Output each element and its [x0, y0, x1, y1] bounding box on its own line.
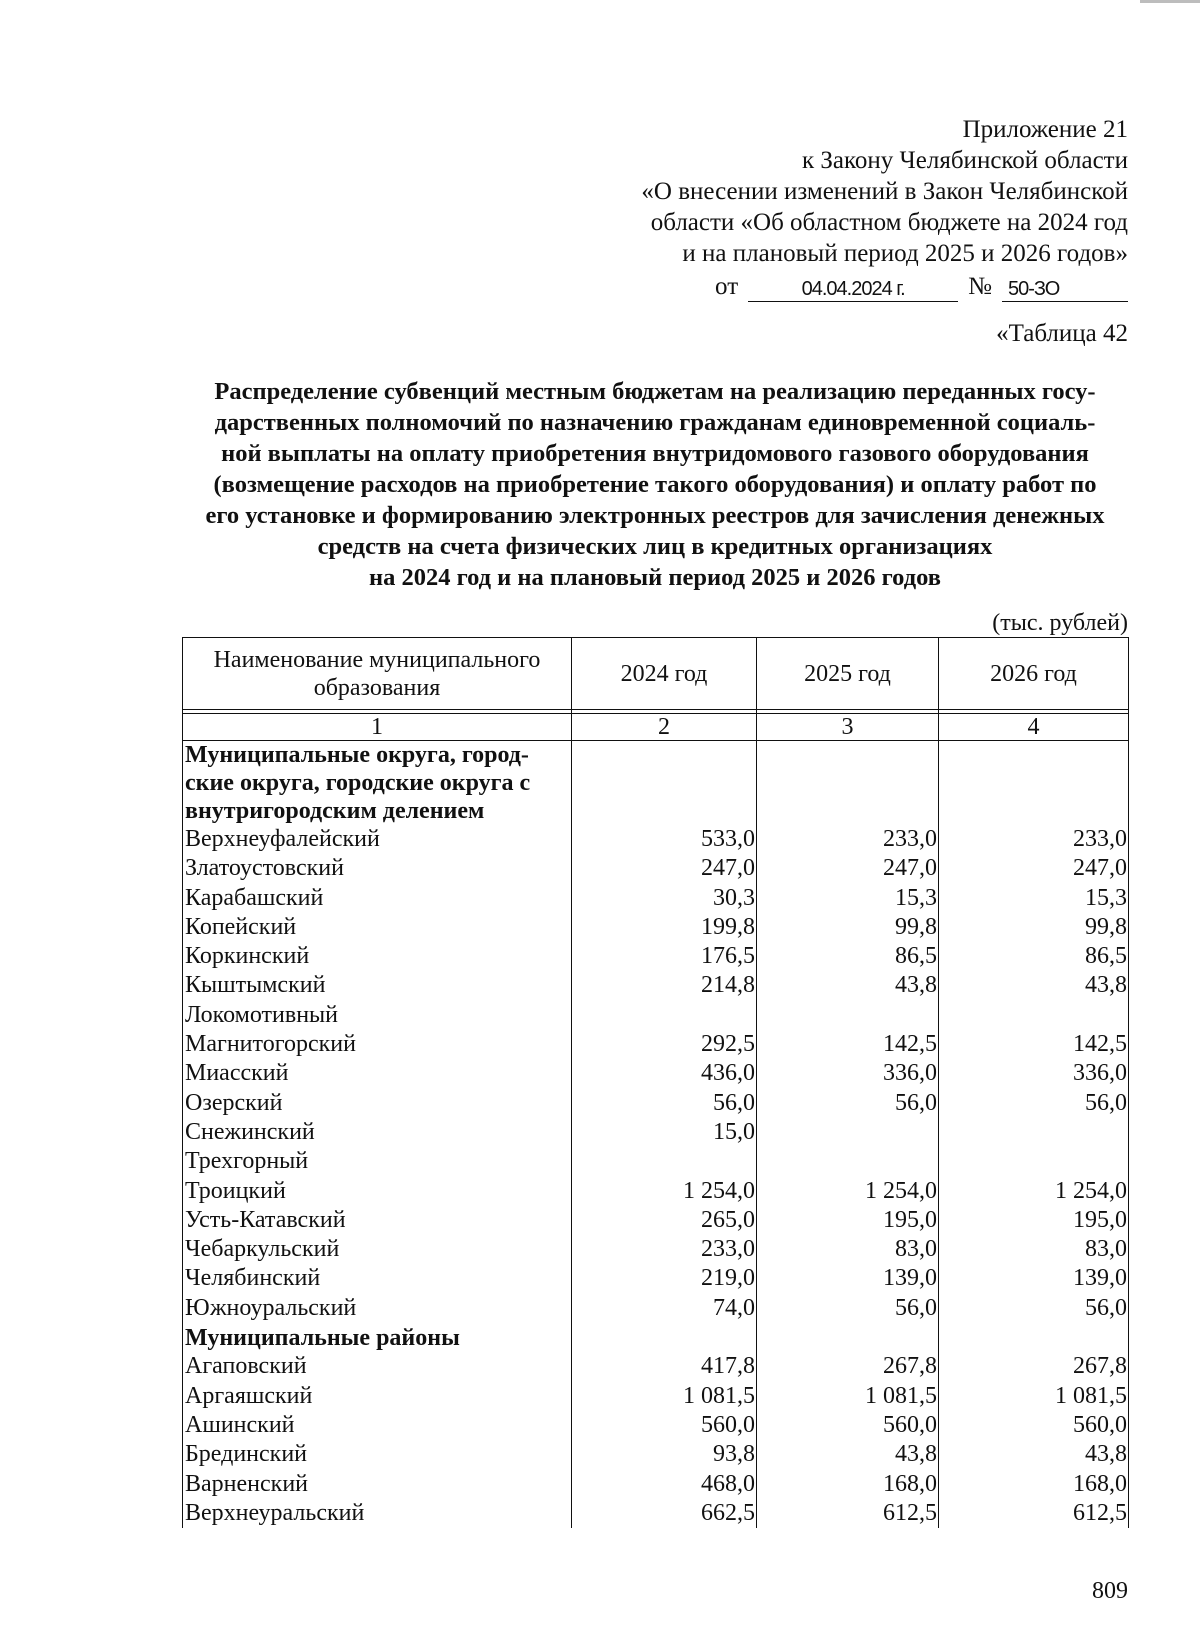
municipality-name: Агаповский — [183, 1352, 572, 1381]
municipality-name: Магнитогорский — [183, 1030, 572, 1059]
value-2025: 43,8 — [757, 1440, 939, 1469]
table-row — [183, 913, 1129, 942]
value-2026: 15,3 — [939, 884, 1129, 913]
table-row — [183, 1147, 1129, 1176]
table-row — [183, 1264, 1129, 1293]
value-2025: 247,0 — [757, 854, 939, 883]
municipality-name: Верхнеуральский — [183, 1499, 572, 1528]
column-number: 2 — [572, 714, 757, 741]
value-2025 — [757, 1001, 939, 1030]
section-row — [183, 741, 1129, 826]
table-row — [183, 884, 1129, 913]
value-2024: 1 254,0 — [572, 1177, 757, 1206]
municipality-name: Кыштымский — [183, 971, 572, 1000]
value-2025: 560,0 — [757, 1411, 939, 1440]
document-header — [508, 114, 1128, 302]
document-title — [175, 376, 1135, 593]
table-row — [183, 825, 1129, 854]
municipality-name: Муниципальные округа, город-ские округа, городские округа с внутригородским делением — [183, 741, 572, 826]
value-2025: 139,0 — [757, 1264, 939, 1293]
header-line: к Закону Челябинской области — [802, 147, 1128, 174]
table-row — [183, 1440, 1129, 1469]
value-2026 — [939, 1118, 1129, 1147]
value-2024: 56,0 — [572, 1089, 757, 1118]
value-2024: 292,5 — [572, 1030, 757, 1059]
value-2025 — [757, 1118, 939, 1147]
table-row — [183, 942, 1129, 971]
table-header-row — [183, 638, 1129, 710]
value-2026: 267,8 — [939, 1352, 1129, 1381]
table-row — [183, 1001, 1129, 1030]
value-2026: 43,8 — [939, 1440, 1129, 1469]
value-2024: 468,0 — [572, 1470, 757, 1499]
value-2024: 533,0 — [572, 825, 757, 854]
value-2024: 233,0 — [572, 1235, 757, 1264]
value-2026: 336,0 — [939, 1059, 1129, 1088]
value-2024 — [572, 1147, 757, 1176]
value-2025: 43,8 — [757, 971, 939, 1000]
title-line: дарственных полномочий по назначению гражданам единовременной социаль- — [214, 409, 1096, 436]
value-2025: 1 254,0 — [757, 1177, 939, 1206]
value-2024: 93,8 — [572, 1440, 757, 1469]
title-line: на 2024 год и на плановый период 2025 и 2026 годов — [368, 564, 941, 591]
table-row — [183, 1089, 1129, 1118]
value-2025: 56,0 — [757, 1089, 939, 1118]
value-2024 — [572, 1323, 757, 1352]
table-row — [183, 1206, 1129, 1235]
value-2025 — [757, 1147, 939, 1176]
units-label: (тыс. рублей) — [992, 610, 1128, 636]
title-line: ной выплаты на оплату приобретения внутридомового газового оборудования — [221, 440, 1089, 467]
law-date: 04.04.2024 г. — [748, 277, 958, 302]
header-line: «О внесении изменений в Закон Челябинской — [641, 178, 1128, 205]
value-2026: 233,0 — [939, 825, 1129, 854]
value-2025: 336,0 — [757, 1059, 939, 1088]
municipality-name: Ашинский — [183, 1411, 572, 1440]
value-2024: 265,0 — [572, 1206, 757, 1235]
value-2025: 233,0 — [757, 825, 939, 854]
value-2026: 99,8 — [939, 913, 1129, 942]
table-row — [183, 971, 1129, 1000]
municipality-name: Чебаркульский — [183, 1235, 572, 1264]
value-2025: 612,5 — [757, 1499, 939, 1528]
header-line: и на плановый период 2025 и 2026 годов» — [682, 240, 1128, 267]
value-2024: 15,0 — [572, 1118, 757, 1147]
value-2024: 560,0 — [572, 1411, 757, 1440]
value-2025 — [757, 741, 939, 826]
column-number-row — [183, 714, 1129, 741]
table-row — [183, 1352, 1129, 1381]
municipality-name: Муниципальные районы — [183, 1323, 572, 1352]
value-2026: 247,0 — [939, 854, 1129, 883]
header-line: Приложение 21 — [962, 116, 1128, 143]
value-2026: 168,0 — [939, 1470, 1129, 1499]
municipality-name: Варненский — [183, 1470, 572, 1499]
value-2024: 662,5 — [572, 1499, 757, 1528]
subvention-table — [182, 637, 1129, 1528]
value-2025: 168,0 — [757, 1470, 939, 1499]
municipality-name: Трехгорный — [183, 1147, 572, 1176]
value-2026: 56,0 — [939, 1089, 1129, 1118]
table-row — [183, 1177, 1129, 1206]
value-2024: 199,8 — [572, 913, 757, 942]
municipality-name: Челябинский — [183, 1264, 572, 1293]
value-2025: 195,0 — [757, 1206, 939, 1235]
value-2025 — [757, 1323, 939, 1352]
title-line: средств на счета физических лиц в кредитных организациях — [317, 533, 993, 560]
section-row — [183, 1323, 1129, 1352]
value-2025: 56,0 — [757, 1294, 939, 1323]
value-2024: 30,3 — [572, 884, 757, 913]
municipality-name: Усть-Катавский — [183, 1206, 572, 1235]
municipality-name: Карабашский — [183, 884, 572, 913]
value-2024 — [572, 1001, 757, 1030]
table-row — [183, 1059, 1129, 1088]
municipality-name: Южноуральский — [183, 1294, 572, 1323]
municipality-name: Локомотивный — [183, 1001, 572, 1030]
municipality-name: Коркинский — [183, 942, 572, 971]
value-2026: 139,0 — [939, 1264, 1129, 1293]
value-2024: 176,5 — [572, 942, 757, 971]
from-label: от — [715, 273, 739, 300]
municipality-name: Миасский — [183, 1059, 572, 1088]
value-2026: 86,5 — [939, 942, 1129, 971]
table-row — [183, 1118, 1129, 1147]
municipality-name: Аргаяшский — [183, 1382, 572, 1411]
table-row — [183, 1294, 1129, 1323]
column-number: 1 — [183, 714, 572, 741]
value-2024: 74,0 — [572, 1294, 757, 1323]
municipality-name: Копейский — [183, 913, 572, 942]
value-2026: 43,8 — [939, 971, 1129, 1000]
value-2026: 1 254,0 — [939, 1177, 1129, 1206]
value-2026: 612,5 — [939, 1499, 1129, 1528]
municipality-name: Брединский — [183, 1440, 572, 1469]
value-2026 — [939, 741, 1129, 826]
table-row — [183, 1382, 1129, 1411]
column-header-2025: 2025 год — [757, 638, 939, 710]
value-2024 — [572, 741, 757, 826]
value-2026: 142,5 — [939, 1030, 1129, 1059]
value-2024: 1 081,5 — [572, 1382, 757, 1411]
value-2024: 214,8 — [572, 971, 757, 1000]
value-2025: 99,8 — [757, 913, 939, 942]
value-2025: 15,3 — [757, 884, 939, 913]
table-row — [183, 1030, 1129, 1059]
table-row — [183, 854, 1129, 883]
municipality-name: Снежинский — [183, 1118, 572, 1147]
title-line: его установке и формированию электронных реестров для зачисления денежных — [205, 502, 1105, 529]
value-2025: 1 081,5 — [757, 1382, 939, 1411]
value-2024: 436,0 — [572, 1059, 757, 1088]
value-2024: 417,8 — [572, 1352, 757, 1381]
table-row — [183, 1235, 1129, 1264]
municipality-name: Озерский — [183, 1089, 572, 1118]
law-number: 50-ЗО — [1002, 277, 1128, 302]
header-line: области «Об областном бюджете на 2024 год — [650, 209, 1128, 236]
column-header-name: Наименование муниципального образования — [183, 638, 572, 710]
value-2024: 219,0 — [572, 1264, 757, 1293]
value-2025: 86,5 — [757, 942, 939, 971]
table-row — [183, 1411, 1129, 1440]
number-label: № — [968, 273, 992, 300]
value-2026: 56,0 — [939, 1294, 1129, 1323]
column-header-2026: 2026 год — [939, 638, 1129, 710]
value-2026 — [939, 1147, 1129, 1176]
column-header-2024: 2024 год — [572, 638, 757, 710]
municipality-name: Троицкий — [183, 1177, 572, 1206]
table-label: «Таблица 42 — [996, 320, 1128, 347]
law-date-number — [508, 269, 1128, 302]
municipality-name: Златоустовский — [183, 854, 572, 883]
scan-edge-mark — [1140, 0, 1200, 3]
value-2026 — [939, 1323, 1129, 1352]
title-line: Распределение субвенций местным бюджетам на реализацию переданных госу- — [214, 378, 1096, 405]
table-row — [183, 1499, 1129, 1528]
title-line: (возмещение расходов на приобретение такого оборудования) и оплату работ по — [213, 471, 1097, 498]
municipality-name: Верхнеуфалейский — [183, 825, 572, 854]
column-number: 3 — [757, 714, 939, 741]
value-2026: 83,0 — [939, 1235, 1129, 1264]
value-2026: 1 081,5 — [939, 1382, 1129, 1411]
table-body — [183, 741, 1129, 1529]
value-2026 — [939, 1001, 1129, 1030]
page-number: 809 — [1092, 1578, 1128, 1604]
value-2024: 247,0 — [572, 854, 757, 883]
value-2025: 142,5 — [757, 1030, 939, 1059]
table-row — [183, 1470, 1129, 1499]
value-2025: 83,0 — [757, 1235, 939, 1264]
value-2026: 560,0 — [939, 1411, 1129, 1440]
value-2026: 195,0 — [939, 1206, 1129, 1235]
value-2025: 267,8 — [757, 1352, 939, 1381]
column-number: 4 — [939, 714, 1129, 741]
